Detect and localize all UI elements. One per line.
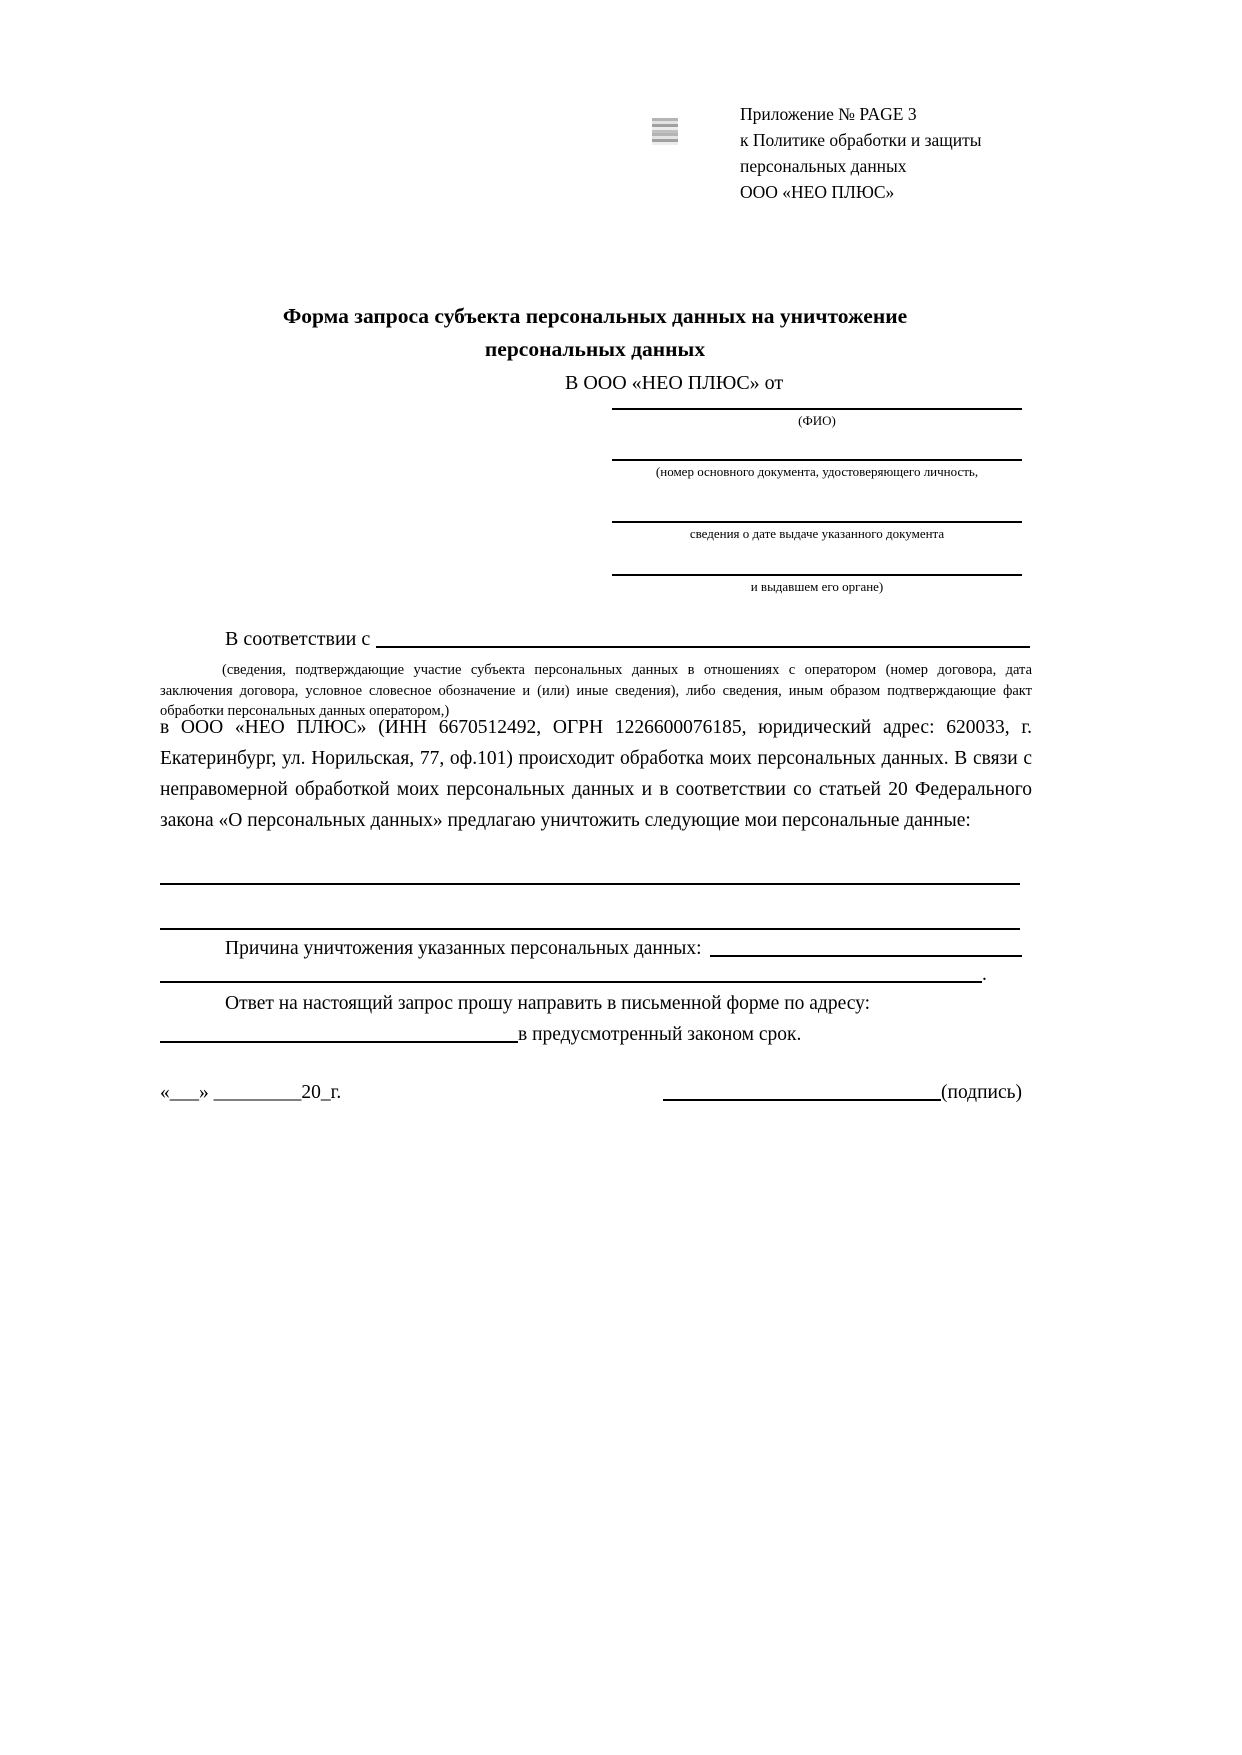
field-caption-document-number: (номер основного документа, удостоверяющего личность, bbox=[655, 464, 979, 479]
appendix-note-line: Приложение № PAGE 3 bbox=[740, 104, 917, 124]
date-line: «___» _________20_г. bbox=[160, 1082, 342, 1103]
reason-row bbox=[160, 938, 1022, 960]
appendix-note-line: ООО «НЕО ПЛЮС» bbox=[740, 182, 895, 202]
blank-fio-field bbox=[612, 408, 1022, 459]
body-paragraph: в ООО «НЕО ПЛЮС» (ИНН 6670512492, ОГРН 1226600076185, юридический адрес: 620033, г. Екатеринбург, ул. Норильская, 77, оф.101) происходит обработка моих персональных данных. В связи с неправомерной обработкой моих персональных данных и в соответствии со статьей 20 Федерального закона «О персональных данных» предлагаю уничтожить следующие мои персональные данные: bbox=[160, 717, 1032, 831]
reason-blank-line bbox=[710, 955, 1022, 957]
field-caption-fio: (ФИО) bbox=[798, 413, 836, 428]
appendix-note-line: персональных данных bbox=[740, 156, 907, 176]
blank-write-in-line-2 bbox=[160, 928, 1020, 930]
signature-caption: (подпись) bbox=[941, 1082, 1022, 1103]
field-caption-issue-date: сведения о дате выдаче указанного документа bbox=[689, 526, 945, 541]
blank-issue-date-field bbox=[612, 521, 1022, 574]
applicant-fields bbox=[612, 408, 1022, 595]
response-term-row bbox=[160, 1024, 1032, 1046]
appendix-note-line: к Политике обработки и защиты bbox=[740, 130, 982, 150]
signature-area bbox=[663, 1082, 1022, 1104]
trailing-period: . bbox=[982, 964, 987, 985]
blank-issuing-authority-field bbox=[612, 574, 1022, 595]
addressee-line: В ООО «НЕО ПЛЮС» от bbox=[565, 372, 784, 394]
address-blank-line bbox=[160, 1041, 518, 1043]
accordance-blank-line bbox=[376, 646, 1030, 648]
date-signature-row bbox=[160, 1082, 1022, 1104]
reason-continuation-blank-line bbox=[160, 981, 982, 983]
accordance-row bbox=[160, 628, 1030, 651]
appendix-note bbox=[740, 101, 1040, 205]
reason-label: Причина уничтожения указанных персональных данных: bbox=[225, 938, 702, 959]
reason-continuation-row bbox=[160, 964, 1032, 986]
blank-document-number-field bbox=[612, 459, 1022, 521]
accordance-label: В соответствии с bbox=[225, 628, 371, 650]
blank-write-in-line-1 bbox=[160, 883, 1020, 885]
form-title-line-1: Форма запроса субъекта персональных данных на уничтожение bbox=[282, 304, 908, 328]
form-title bbox=[120, 300, 1070, 366]
response-term-text: в предусмотренный законом срок. bbox=[518, 1024, 802, 1045]
signature-blank-line bbox=[663, 1099, 941, 1101]
fine-print-note: (сведения, подтверждающие участие субъекта персональных данных в отношениях с оператором (номер договора, дата заключения договора, условное словесное обозначение и (или) иные сведения), либо сведения, иным образом подтверждающие факт обработки персональных данных оператором,) bbox=[160, 662, 1032, 719]
form-title-line-2: персональных данных bbox=[484, 337, 706, 361]
response-address-line: Ответ на настоящий запрос прошу направить в письменной форме по адресу: bbox=[225, 993, 871, 1014]
pixelated-artifact-icon bbox=[652, 118, 678, 145]
field-caption-issuing-authority: и выдавшем его органе) bbox=[750, 579, 884, 594]
